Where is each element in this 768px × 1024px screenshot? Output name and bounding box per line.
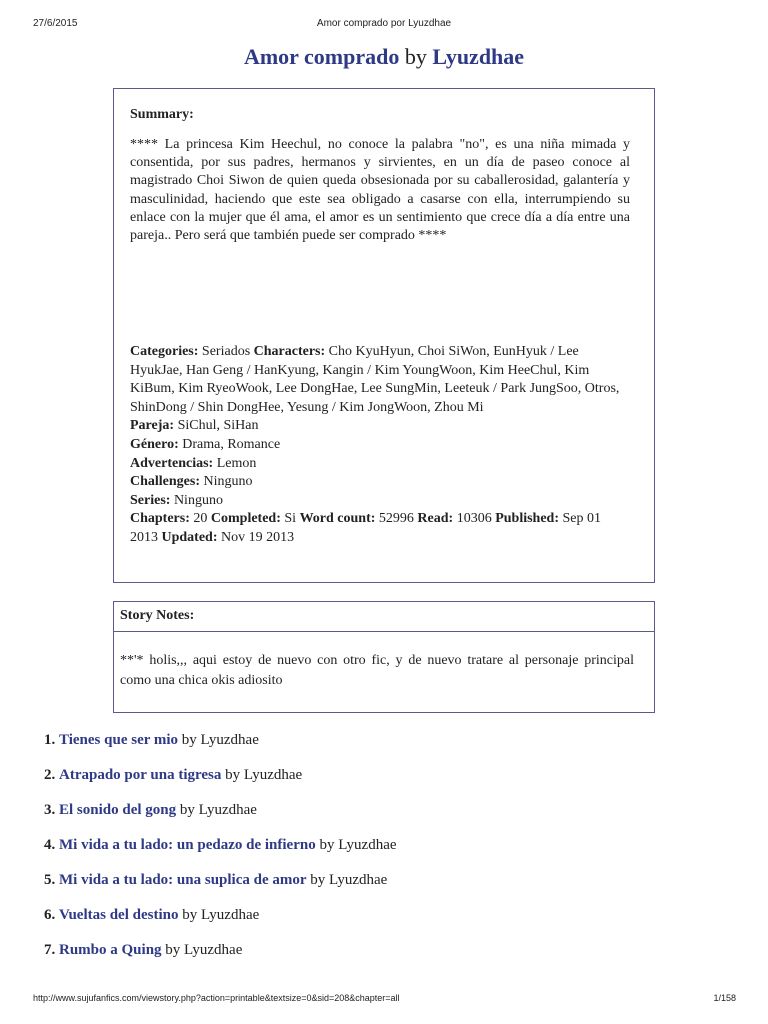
story-notes-box [113, 601, 655, 713]
challenges-value: Ninguno [203, 474, 253, 490]
chapter-number: 1. [44, 732, 56, 748]
chapter-link[interactable]: Vueltas del destino [59, 907, 179, 923]
chapter-link[interactable]: El sonido del gong [59, 802, 177, 818]
chapters-value: 20 [193, 511, 208, 527]
author-link[interactable]: Lyuzdhae [432, 44, 525, 69]
story-title-link[interactable]: Amor comprado [243, 44, 400, 69]
chapter-number: 6. [44, 907, 56, 923]
print-page-title: Amor comprado por Lyuzdhae [316, 18, 452, 29]
title-by: by [404, 44, 427, 69]
characters-value[interactable]: Cho KyuHyun, Choi SiWon, EunHyuk / Lee HyukJae, Han Geng / HanKyung, Kangin / Kim YoungWoon, Kim HeeChul, Kim KiBum, Kim RyeoWook, Lee DongHae, Lee SungMin, Leeteuk / Park JungSoo, Otros, ShinDong / Shin DongHee, Yesung / Kim JongWoon, Zhou Mi [130, 344, 620, 415]
updated-label: Updated: [161, 529, 218, 545]
chapter-list [44, 731, 397, 976]
chapter-item [44, 766, 397, 801]
chapter-author: by Lyuzdhae [165, 942, 243, 958]
print-url: http://www.sujufanfics.com/viewstory.php?action=printable&textsize=0&sid=208&chapter=all [33, 993, 400, 1003]
chapter-item [44, 801, 397, 836]
completed-label: Completed: [210, 511, 281, 527]
chapter-author: by Lyuzdhae [179, 802, 257, 818]
completed-value: Si [284, 511, 297, 527]
summary-label: Summary: [130, 107, 194, 122]
chapter-item [44, 906, 397, 941]
chapter-number: 4. [44, 837, 56, 853]
chapter-item [44, 731, 397, 766]
chapter-item [44, 941, 397, 976]
read-label: Read: [417, 511, 454, 527]
summary-text: **** La princesa Kim Heechul, no conoce la palabra "no", es una niña mimada y consentida, por sus padres, hermanos y sirvientes, en un día de paseo conoce al magistrado Choi Siwon de quien queda obsesionada por su caballerosidad, galantería y masculinidad, haciendo que este sea obligado a casarse con ella, interrumpiendo su enlace con la mujer que él ama, el amor es un sentimiento que crece día a día entre una pareja.. Pero será que también puede ser comprado **** [130, 137, 630, 244]
chapter-author: by Lyuzdhae [319, 837, 397, 853]
chapter-author: by Lyuzdhae [310, 872, 388, 888]
story-metadata [130, 343, 630, 548]
chapter-number: 5. [44, 872, 56, 888]
chapter-number: 7. [44, 942, 56, 958]
print-date: 27/6/2015 [33, 18, 78, 29]
summary-box [113, 88, 655, 583]
chapter-link[interactable]: Atrapado por una tigresa [59, 767, 222, 783]
chapter-item [44, 871, 397, 906]
published-label: Published: [495, 511, 560, 527]
wordcount-label: Word count: [299, 511, 376, 527]
chapter-number: 2. [44, 767, 56, 783]
chapter-link[interactable]: Rumbo a Quing [59, 942, 162, 958]
wordcount-value: 52996 [378, 511, 414, 527]
story-notes-text: **'* holis,,, aqui estoy de nuevo con otro fic, y de nuevo tratare al personaje principal como una chica okis adiosito [120, 653, 634, 688]
published-value: Sep 01 2013 [130, 511, 602, 545]
chapters-label: Chapters: [130, 511, 190, 527]
chapter-link[interactable]: Tienes que ser mio [59, 732, 179, 748]
pareja-label: Pareja: [130, 418, 175, 434]
read-value: 10306 [456, 511, 492, 527]
chapter-item [44, 836, 397, 871]
story-title [0, 44, 768, 70]
characters-label: Characters: [253, 344, 326, 359]
challenges-label: Challenges: [130, 474, 200, 490]
updated-value: Nov 19 2013 [221, 529, 295, 545]
genero-label: Género: [130, 436, 179, 452]
genero-value: Drama, Romance [182, 436, 281, 452]
series-label: Series: [130, 492, 171, 508]
chapter-link[interactable]: Mi vida a tu lado: un pedazo de infierno [59, 837, 316, 853]
story-notes-label: Story Notes: [114, 602, 654, 632]
pareja-value: SiChul, SiHan [177, 418, 259, 434]
advertencias-label: Advertencias: [130, 455, 214, 471]
chapter-number: 3. [44, 802, 56, 818]
categories-value[interactable]: Seriados [201, 344, 251, 359]
series-value: Ninguno [173, 492, 223, 508]
categories-label: Categories: [130, 344, 199, 359]
chapter-author: by Lyuzdhae [225, 767, 303, 783]
chapter-author: by Lyuzdhae [182, 907, 260, 923]
chapter-author: by Lyuzdhae [181, 732, 259, 748]
chapter-link[interactable]: Mi vida a tu lado: una suplica de amor [59, 872, 307, 888]
page-counter: 1/158 [713, 993, 736, 1003]
advertencias-value: Lemon [216, 455, 257, 471]
